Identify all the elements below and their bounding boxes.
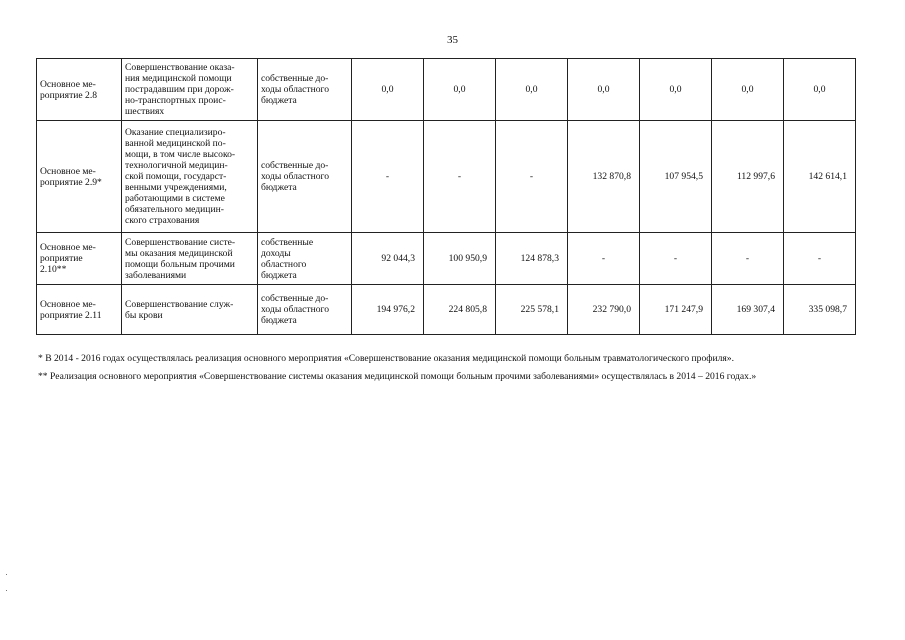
- amount-cell: 0,0: [640, 59, 712, 121]
- budget-table: [36, 58, 856, 335]
- event-description-cell: Совершенствование оказа- ния медицинской помощи пострадавшим при дорож- но-транспортных проис- шествиях: [122, 59, 258, 121]
- footnote-2: ** Реализация основного мероприятия «Совершенствование системы оказания медицинской помощи больным прочими заболеваниями» осуществлялась в 2014 – 2016 годах.»: [38, 371, 757, 382]
- amount-cell: 225 578,1: [496, 285, 568, 335]
- amount-cell: 0,0: [352, 59, 424, 121]
- funding-source-cell: собственные до- ходы областного бюджета: [258, 121, 352, 233]
- amount-cell: 194 976,2: [352, 285, 424, 335]
- amount-cell: 0,0: [712, 59, 784, 121]
- event-name-cell: Основное ме- роприятие 2.8: [37, 59, 122, 121]
- event-description-cell: Совершенствование служ- бы крови: [122, 285, 258, 335]
- amount-cell: 132 870,8: [568, 121, 640, 233]
- amount-cell: -: [784, 233, 856, 285]
- margin-mark: [6, 590, 7, 591]
- amount-cell: 0,0: [568, 59, 640, 121]
- funding-source-cell: собственные доходы областного бюджета: [258, 233, 352, 285]
- amount-cell: 171 247,9: [640, 285, 712, 335]
- footnote-1: * В 2014 - 2016 годах осуществлялась реализация основного мероприятия «Совершенствование оказания медицинской помощи больным травматологического профиля».: [38, 353, 734, 364]
- amount-cell: 112 997,6: [712, 121, 784, 233]
- amount-cell: 232 790,0: [568, 285, 640, 335]
- amount-cell: 124 878,3: [496, 233, 568, 285]
- amount-cell: 92 044,3: [352, 233, 424, 285]
- page-number: 35: [447, 34, 458, 46]
- event-description-cell: Совершенствование систе- мы оказания медицинской помощи больным прочими заболеваниями: [122, 233, 258, 285]
- event-name-cell: Основное ме- роприятие 2.9*: [37, 121, 122, 233]
- amount-cell: 335 098,7: [784, 285, 856, 335]
- event-description-cell: Оказание специализиро- ванной медицинской по- мощи, в том числе высоко- технологичной медицин- ской помощи, государст- венными учреждениями, работающими в системе обязательного медицин- ского страхования: [122, 121, 258, 233]
- table-row: [37, 233, 856, 285]
- amount-cell: -: [712, 233, 784, 285]
- amount-cell: -: [352, 121, 424, 233]
- event-name-cell: Основное ме- роприятие 2.10**: [37, 233, 122, 285]
- table-row: [37, 121, 856, 233]
- amount-cell: 224 805,8: [424, 285, 496, 335]
- margin-mark: [6, 574, 7, 575]
- funding-source-cell: собственные до- ходы областного бюджета: [258, 59, 352, 121]
- amount-cell: 0,0: [784, 59, 856, 121]
- amount-cell: -: [496, 121, 568, 233]
- funding-source-cell: собственные до- ходы областного бюджета: [258, 285, 352, 335]
- amount-cell: 0,0: [424, 59, 496, 121]
- amount-cell: 0,0: [496, 59, 568, 121]
- amount-cell: 169 307,4: [712, 285, 784, 335]
- amount-cell: -: [568, 233, 640, 285]
- amount-cell: 142 614,1: [784, 121, 856, 233]
- amount-cell: 100 950,9: [424, 233, 496, 285]
- table-row: [37, 59, 856, 121]
- footnotes: [38, 350, 878, 386]
- table-row: [37, 285, 856, 335]
- amount-cell: -: [640, 233, 712, 285]
- event-name-cell: Основное ме- роприятие 2.11: [37, 285, 122, 335]
- amount-cell: -: [424, 121, 496, 233]
- amount-cell: 107 954,5: [640, 121, 712, 233]
